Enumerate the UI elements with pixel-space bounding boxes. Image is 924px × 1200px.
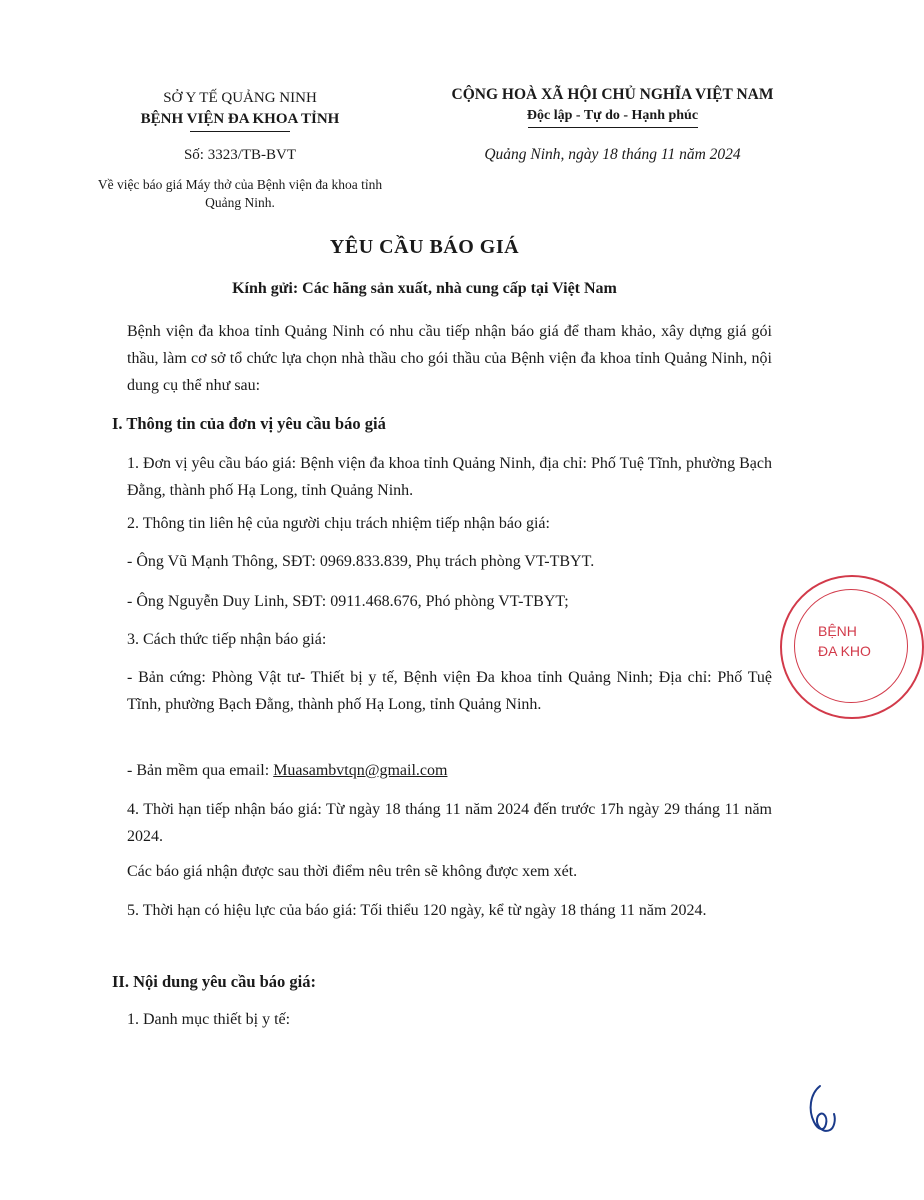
section1-heading: I. Thông tin của đơn vị yêu cầu báo giá	[112, 414, 386, 433]
issuing-organization	[95, 88, 385, 130]
document-number: Số: 3323/TB-BVT	[183, 147, 297, 163]
handwritten-signature	[800, 1080, 840, 1140]
section1-item5: 5. Thời hạn có hiệu lực của báo giá: Tối thiểu 120 ngày, kể từ ngày 18 tháng 11 năm 2024.	[127, 902, 707, 919]
contact-1: - Ông Vũ Mạnh Thông, SĐT: 0969.833.839, Phụ trách phòng VT-TBYT.	[127, 553, 595, 570]
org-underline	[190, 131, 290, 132]
document-title: YÊU CẦU BÁO GIÁ	[329, 236, 520, 258]
parent-org-name: SỞ Y TẾ QUẢNG NINH	[163, 90, 317, 106]
stamp-text-line1: BỆNH	[818, 623, 857, 639]
section1-item2: 2. Thông tin liên hệ của người chịu trách nhiệm tiếp nhận báo giá:	[127, 515, 550, 532]
section2-heading: II. Nội dung yêu cầu báo giá:	[112, 972, 317, 991]
stamp-text-line2: ĐA KHO	[818, 643, 871, 659]
late-submission-note: Các báo giá nhận được sau thời điểm nêu trên sẽ không được xem xét.	[127, 863, 578, 880]
salutation: Kính gửi: Các hãng sản xuất, nhà cung cấp tại Việt Nam	[232, 280, 617, 297]
section2-item1: 1. Danh mục thiết bị y tế:	[127, 1011, 291, 1028]
document-date: Quảng Ninh, ngày 18 tháng 11 năm 2024	[484, 146, 741, 163]
email-link[interactable]: Muasambvtqn@gmail.com	[273, 762, 448, 779]
section1-item1: 1. Đơn vị yêu cầu báo giá: Bệnh viện đa khoa tỉnh Quảng Ninh, địa chỉ: Phố Tuệ Tĩnh, phường Bạch Đằng, thành phố Hạ Long, tỉnh Quảng Ninh.	[127, 455, 772, 499]
nation-name: CỘNG HOÀ XÃ HỘI CHỦ NGHĨA VIỆT NAM	[451, 86, 774, 103]
hospital-name: BỆNH VIỆN ĐA KHOA TỈNH	[140, 111, 340, 127]
section1-item4: 4. Thời hạn tiếp nhận báo giá: Từ ngày 18 tháng 11 năm 2024 đến trước 17h ngày 29 tháng 11 năm 2024.	[127, 801, 772, 845]
national-header	[400, 84, 825, 126]
section1-item3: 3. Cách thức tiếp nhận báo giá:	[127, 631, 327, 648]
national-motto: Độc lập - Tự do - Hạnh phúc	[526, 108, 699, 123]
softcopy-line	[127, 757, 772, 784]
document-subject: Về việc báo giá Máy thở của Bệnh viện đa khoa tỉnh Quảng Ninh.	[97, 177, 383, 210]
official-stamp	[780, 575, 924, 719]
softcopy-label: - Bản mềm qua email:	[127, 762, 274, 779]
stamp-text	[818, 621, 871, 661]
contact-2: - Ông Nguyễn Duy Linh, SĐT: 0911.468.676, Phó phòng VT-TBYT;	[127, 593, 569, 610]
hardcopy-address: - Bản cứng: Phòng Vật tư- Thiết bị y tế, Bệnh viện Đa khoa tỉnh Quảng Ninh; Địa chỉ: Phố Tuệ Tĩnh, phường Bạch Đằng, thành phố Hạ Long, tỉnh Quảng Ninh.	[127, 669, 772, 713]
motto-underline	[528, 127, 698, 128]
intro-paragraph: Bệnh viện đa khoa tỉnh Quảng Ninh có nhu cầu tiếp nhận báo giá để tham khảo, xây dựng giá gói thầu, làm cơ sở tổ chức lựa chọn nhà thầu cho gói thầu của Bệnh viện đa khoa tỉnh Quảng Ninh, nội dung cụ thể như sau:	[127, 323, 772, 394]
